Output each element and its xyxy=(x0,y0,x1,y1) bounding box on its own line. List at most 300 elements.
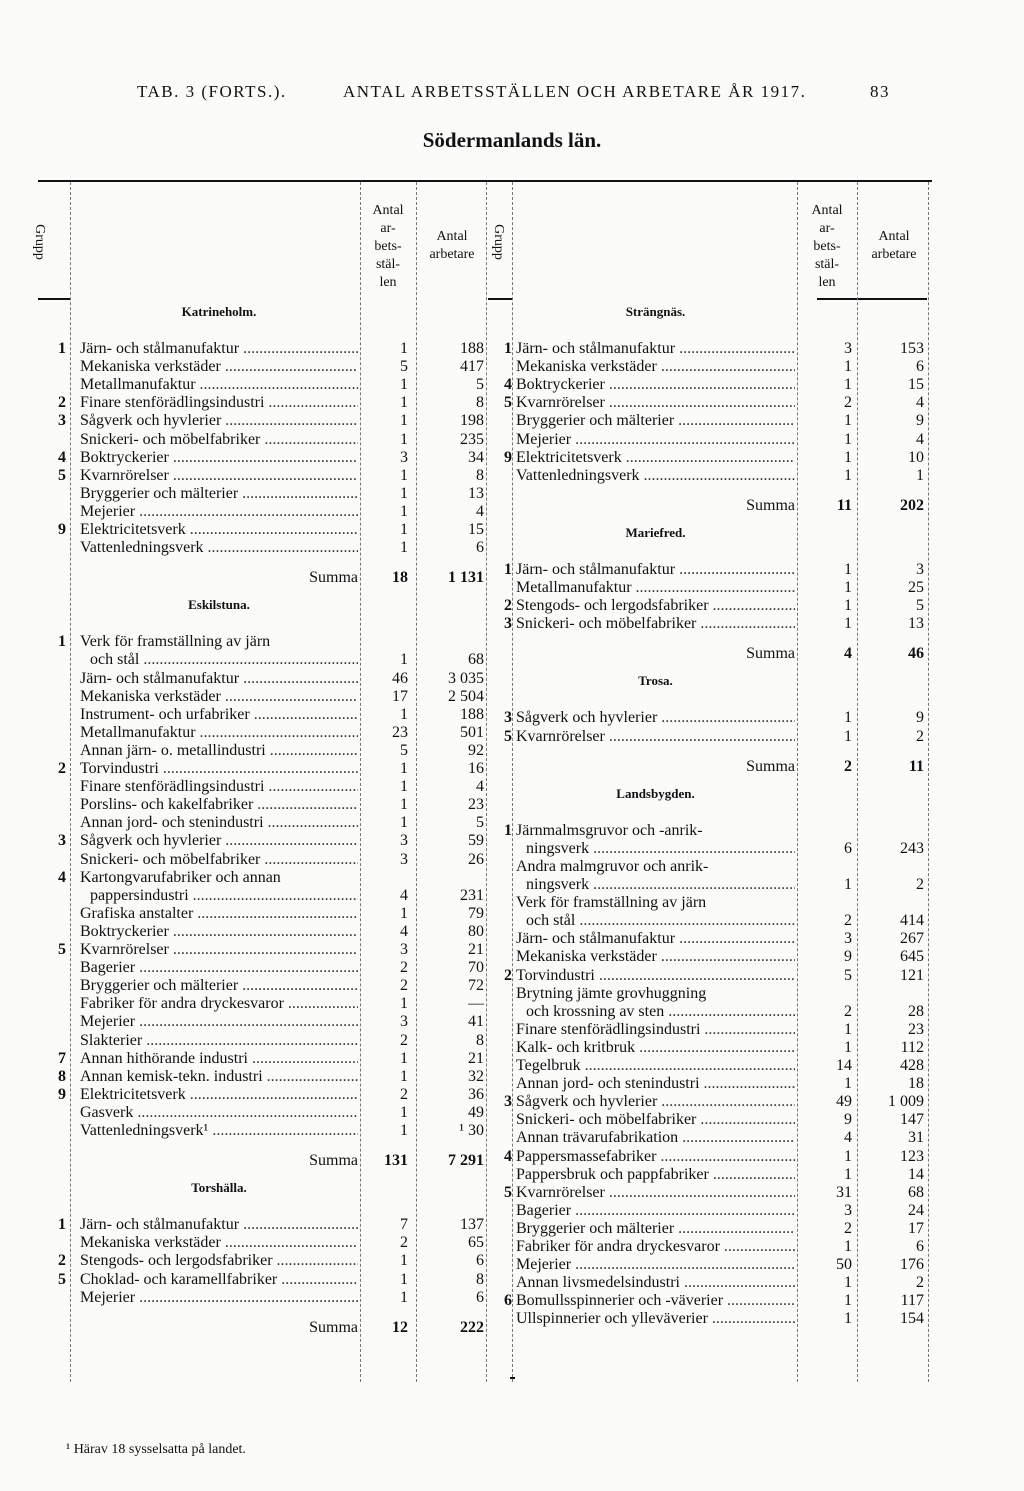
header-rule-left xyxy=(38,298,70,300)
industry-name-text: Mekaniska verkstäder xyxy=(80,1234,221,1252)
workers-value: 68 xyxy=(468,651,484,669)
industry-name-text: Ullspinnerier och ylleväverier xyxy=(516,1310,708,1328)
industry-name-text: Summa xyxy=(309,1318,358,1336)
workers-value: 26 xyxy=(468,850,484,868)
industry-name xyxy=(80,1086,358,1104)
industry-name-text: Mejerier xyxy=(516,430,572,448)
workplaces-value: 1 xyxy=(400,1103,408,1121)
workers-value: 5 xyxy=(916,597,924,615)
workplaces-value: 2 xyxy=(400,1234,408,1252)
industry-name-text: Mejerier xyxy=(80,1013,136,1031)
industry-name-text: Summa xyxy=(746,645,795,663)
workers-value: 2 xyxy=(916,1274,924,1292)
industry-name xyxy=(526,1003,795,1021)
industry-name-text: Bomullsspinnerier och -väverier xyxy=(516,1292,724,1310)
industry-name xyxy=(80,1289,358,1307)
workers-value: 188 xyxy=(460,705,484,723)
workplaces-value: 1 xyxy=(400,430,408,448)
workplaces-value: 1 xyxy=(844,560,852,578)
table-number: TAB. 3 (FORTS.). xyxy=(137,82,287,101)
workplaces-value: 49 xyxy=(836,1093,852,1111)
industry-name xyxy=(516,467,795,485)
industry-name xyxy=(516,1238,795,1256)
workers-value: 6 xyxy=(476,539,484,557)
workers-value: 21 xyxy=(468,1049,484,1067)
industry-name xyxy=(516,948,795,966)
group-number: 1 xyxy=(504,340,512,357)
workplaces-value: 3 xyxy=(400,832,408,850)
industry-name-text: Metallmanufaktur xyxy=(516,579,632,596)
workplaces-value: 2 xyxy=(844,912,852,930)
industry-name xyxy=(516,1274,795,1292)
industry-name-text: Summa xyxy=(746,757,795,775)
workers-value: 235 xyxy=(460,430,484,448)
industry-name-text: Järn- och stålmanufaktur xyxy=(80,669,240,687)
workers-value: 137 xyxy=(460,1216,484,1234)
industry-name-text: och stål xyxy=(526,912,576,930)
industry-name-text: Mekaniska verkstäder xyxy=(80,358,221,376)
industry-name xyxy=(516,394,795,412)
workers-value: 154 xyxy=(900,1310,924,1328)
industry-name xyxy=(80,1252,358,1270)
group-number: 5 xyxy=(58,1270,66,1288)
industry-name xyxy=(516,1093,795,1111)
header-line: ar- xyxy=(819,221,835,236)
summa-label xyxy=(80,1152,358,1170)
workplaces-value: 1 xyxy=(844,1238,852,1255)
workers-value: 2 xyxy=(916,727,924,745)
workers-value: 34 xyxy=(468,448,484,466)
industry-name xyxy=(80,995,358,1013)
group-number: 3 xyxy=(58,832,66,850)
industry-name xyxy=(80,1234,358,1252)
group-number: 5 xyxy=(504,1183,512,1201)
workers-value: 10 xyxy=(908,448,924,466)
industry-name-text: Summa xyxy=(746,496,795,514)
group-number: 5 xyxy=(504,394,512,412)
industry-name-text: Instrument- och urfabriker xyxy=(80,705,250,723)
workplaces-value: 3 xyxy=(844,930,852,948)
group-number: 6 xyxy=(504,1292,512,1310)
workplaces-value: 1 xyxy=(400,1049,408,1067)
workers-value: 3 035 xyxy=(448,669,484,687)
page-header xyxy=(0,82,1024,112)
industry-name-text: Sågverk och hyvlerier xyxy=(516,709,658,727)
industry-name-text: Choklad- och karamellfabriker xyxy=(80,1270,278,1288)
industry-name-text: Annan livsmedelsindustri xyxy=(516,1274,680,1292)
industry-name xyxy=(80,977,358,995)
workplaces-value: 1 xyxy=(844,1310,852,1328)
industry-name-text: Mejerier xyxy=(80,502,136,520)
workers-value: 4 xyxy=(916,430,924,448)
industry-name xyxy=(80,467,358,485)
industry-name-text: pappersindustri xyxy=(90,886,189,904)
industry-name xyxy=(80,760,358,778)
industry-name-text: Elektricitetsverk xyxy=(516,448,622,466)
workplaces-value: 1 xyxy=(844,615,852,633)
workplaces-value: 1 xyxy=(844,1292,852,1310)
industry-name-text: Mejerier xyxy=(516,1256,572,1274)
workers-value: 123 xyxy=(900,1147,924,1165)
workers-value: 70 xyxy=(468,959,484,977)
workplaces-value: 1 xyxy=(844,430,852,448)
industry-name-text: Annan kemisk-tekn. industri xyxy=(80,1067,263,1085)
industry-name-text: Boktryckerier xyxy=(80,448,169,466)
workers-value: 231 xyxy=(460,886,484,904)
workplaces-value: 3 xyxy=(844,340,852,357)
workers-value: 1 009 xyxy=(888,1093,924,1111)
workplaces-value: 5 xyxy=(400,358,408,376)
industry-name-text: Kartongvarufabriker och annan xyxy=(80,868,281,886)
industry-name xyxy=(80,959,358,977)
industry-name-text: Torvindustri xyxy=(80,760,159,777)
industry-name xyxy=(516,431,795,449)
workers-value: 2 xyxy=(916,876,924,893)
section-heading: Landsbygden. xyxy=(616,785,695,801)
industry-name xyxy=(80,503,358,521)
workers-value: 222 xyxy=(460,1318,484,1336)
industry-name-text: Vattenledningsverk xyxy=(516,466,640,484)
group-number: 5 xyxy=(504,727,512,745)
workers-value: 9 xyxy=(916,709,924,727)
workplaces-value: 3 xyxy=(400,448,408,466)
group-number: 2 xyxy=(58,760,66,777)
industry-name xyxy=(516,615,795,633)
workplaces-value: 3 xyxy=(400,941,408,958)
industry-name-text: Järn- och stålmanufaktur xyxy=(516,340,676,357)
workplaces-value: 1 xyxy=(400,904,408,922)
header-line: Antal xyxy=(372,203,404,218)
summa-label xyxy=(80,569,358,587)
workers-value: 16 xyxy=(468,760,484,777)
industry-name-text: Annan jord- och stenindustri xyxy=(516,1075,700,1093)
industry-name-text: Bryggerier och mälterier xyxy=(80,977,239,995)
industry-name xyxy=(80,742,358,760)
header-rule-mid xyxy=(488,298,512,300)
industry-name xyxy=(80,796,358,814)
workplaces-value: 1 xyxy=(844,1020,852,1038)
industry-name-text: Bagerier xyxy=(516,1201,572,1219)
industry-name-text: Kvarnrörelser xyxy=(80,466,169,484)
workers-value: 267 xyxy=(900,930,924,948)
industry-name xyxy=(516,1057,795,1075)
industry-name xyxy=(80,869,358,887)
workers-value: 1 xyxy=(916,466,924,484)
workplaces-value: 3 xyxy=(400,850,408,868)
column-divider xyxy=(416,182,417,1382)
workplaces-value: 1 xyxy=(844,727,852,745)
group-number: 1 xyxy=(58,1216,66,1234)
group-number: 3 xyxy=(58,412,66,430)
industry-name xyxy=(516,358,795,376)
industry-name-text: Pappersbruk och pappfabriker xyxy=(516,1165,709,1183)
summa-label xyxy=(516,497,795,515)
industry-name-text: Snickeri- och möbelfabriker xyxy=(516,1111,697,1129)
industry-name xyxy=(80,394,358,412)
workplaces-value: 1 xyxy=(400,1252,408,1270)
industry-name-text: Snickeri- och möbelfabriker xyxy=(80,430,261,448)
industry-name-text: Tegelbruk xyxy=(516,1057,581,1074)
group-number: 5 xyxy=(58,941,66,958)
header-line: ar- xyxy=(380,221,396,236)
industry-name xyxy=(80,923,358,941)
group-number: 2 xyxy=(58,1252,66,1270)
workers-value: 2 504 xyxy=(448,687,484,705)
workplaces-value: 1 xyxy=(844,876,852,893)
industry-name xyxy=(80,1050,358,1068)
workers-column-header: Antal arbetare xyxy=(429,229,475,262)
header-line: len xyxy=(818,275,836,290)
industry-name xyxy=(80,1122,358,1140)
group-number: 8 xyxy=(58,1067,66,1085)
workers-value: 65 xyxy=(468,1234,484,1252)
industry-name xyxy=(80,412,358,430)
industry-name xyxy=(516,1129,795,1147)
industry-name-text: Stengods- och lergodsfabriker xyxy=(80,1252,273,1270)
column-divider xyxy=(928,182,929,1382)
workplaces-value: 1 xyxy=(400,796,408,814)
industry-name-text: ningsverk xyxy=(526,876,590,893)
industry-name-text: Slakterier xyxy=(80,1031,143,1049)
industry-name-text: Fabriker för andra dryckesvaror xyxy=(80,995,284,1013)
workplaces-value: 1 xyxy=(844,1038,852,1056)
group-number: 2 xyxy=(504,597,512,615)
industry-name xyxy=(80,851,358,869)
workplaces-value: 1 xyxy=(400,412,408,430)
industry-name xyxy=(516,376,795,394)
industry-name xyxy=(516,561,795,579)
workplaces-value: 3 xyxy=(400,1013,408,1031)
industry-name-text: Fabriker för andra dryckesvaror xyxy=(516,1238,720,1255)
workers-value: 6 xyxy=(916,358,924,376)
industry-name xyxy=(80,1068,358,1086)
industry-name-text: Vattenledningsverk¹ xyxy=(80,1122,209,1139)
workplaces-value: 1 xyxy=(844,466,852,484)
industry-name xyxy=(516,1166,795,1184)
workers-value: 17 xyxy=(908,1219,924,1237)
industry-name-text: Kvarnrörelser xyxy=(516,1183,605,1201)
table-title: ANTAL ARBETSSTÄLLEN OCH ARBETARE ÅR 1917. xyxy=(343,82,807,101)
workplaces-value: 1 xyxy=(400,1122,408,1139)
workers-value: 79 xyxy=(468,904,484,922)
workplaces-value: 14 xyxy=(836,1057,852,1074)
workplaces-value: 18 xyxy=(392,569,408,587)
industry-name xyxy=(80,688,358,706)
industry-name xyxy=(516,579,795,597)
workers-value: 25 xyxy=(908,579,924,596)
industry-name xyxy=(80,633,358,651)
workplaces-value: 2 xyxy=(844,394,852,412)
workplaces-value: 12 xyxy=(392,1318,408,1336)
workplaces-value: 31 xyxy=(836,1183,852,1201)
group-number: 9 xyxy=(58,521,66,538)
workplaces-value: 1 xyxy=(400,778,408,796)
industry-name xyxy=(516,1021,795,1039)
industry-name-text: Järn- och stålmanufaktur xyxy=(516,560,676,578)
industry-name xyxy=(526,876,795,894)
column-divider xyxy=(70,182,71,1382)
section-heading: Eskilstuna. xyxy=(188,597,250,613)
group-number: 1 xyxy=(58,340,66,357)
industry-name xyxy=(80,1013,358,1031)
workplaces-value: 6 xyxy=(844,839,852,857)
group-number: 4 xyxy=(58,868,66,886)
workers-value: 198 xyxy=(460,412,484,430)
industry-name xyxy=(516,1202,795,1220)
workplaces-value: 1 xyxy=(844,1147,852,1165)
workplaces-value: 131 xyxy=(384,1152,408,1170)
workplaces-value: 11 xyxy=(836,496,852,514)
industry-name xyxy=(516,985,795,1003)
section-heading: Strängnäs. xyxy=(625,304,686,319)
column-divider xyxy=(360,182,361,1382)
industry-name xyxy=(80,724,358,742)
group-number: 4 xyxy=(58,448,66,466)
industry-name-text: Järn- och stålmanufaktur xyxy=(516,930,676,948)
workers-value: 5 xyxy=(476,376,484,394)
workplaces-value: 1 xyxy=(400,1067,408,1085)
workers-value: 11 xyxy=(908,757,924,775)
industry-name xyxy=(80,1216,358,1234)
industry-name-text: Järnmalmsgruvor och -anrik- xyxy=(516,821,703,839)
workplaces-value: 23 xyxy=(392,723,408,741)
workplaces-value: 1 xyxy=(844,1165,852,1183)
workplaces-value: 1 xyxy=(844,376,852,394)
industry-name-text: Kvarnrörelser xyxy=(516,394,605,412)
industry-name-text: Kalk- och kritbruk xyxy=(516,1038,636,1056)
industry-name-text: Järn- och stålmanufaktur xyxy=(80,340,240,357)
industry-name xyxy=(80,941,358,959)
workplaces-value: 1 xyxy=(844,579,852,596)
industry-name xyxy=(516,728,795,746)
industry-name-text: Metallmanufaktur xyxy=(80,376,196,394)
group-number: 9 xyxy=(504,448,512,466)
industry-name-text: Annan hithörande industri xyxy=(80,1049,248,1067)
workers-value: 15 xyxy=(908,376,924,394)
workers-value: 6 xyxy=(916,1238,924,1255)
workers-value: 72 xyxy=(468,977,484,995)
workplaces-value: 1 xyxy=(400,760,408,777)
industry-name-text: Snickeri- och möbelfabriker xyxy=(516,615,697,633)
workplaces-value: 1 xyxy=(844,358,852,376)
column-divider xyxy=(512,182,513,1382)
workplaces-value: 4 xyxy=(844,645,852,663)
workplaces-value: 46 xyxy=(392,669,408,687)
industry-name-text: Annan jord- och stenindustri xyxy=(80,814,264,832)
industry-name-text: Brytning jämte grovhuggning xyxy=(516,984,707,1002)
workplaces-value: 1 xyxy=(400,340,408,357)
industry-name xyxy=(516,1075,795,1093)
industry-name-text: Elektricitetsverk xyxy=(80,1085,186,1103)
section-heading: Torshälla. xyxy=(191,1180,247,1196)
workplaces-value: 50 xyxy=(836,1256,852,1274)
workplaces-value: 7 xyxy=(400,1216,408,1234)
industry-name xyxy=(80,376,358,394)
industry-name xyxy=(80,358,358,376)
group-number: 3 xyxy=(504,1093,512,1111)
workplaces-value: 1 xyxy=(844,597,852,615)
industry-name xyxy=(516,1039,795,1057)
industry-name-text: Elektricitetsverk xyxy=(80,521,186,538)
group-number: 2 xyxy=(504,966,512,984)
industry-name xyxy=(526,912,795,930)
workplaces-value: 1 xyxy=(844,1274,852,1292)
workplaces-value: 1 xyxy=(400,484,408,502)
workers-value: 6 xyxy=(476,1252,484,1270)
workers-value: 147 xyxy=(900,1111,924,1129)
industry-name-text: Pappersmassefabriker xyxy=(516,1147,657,1165)
industry-name xyxy=(80,449,358,467)
industry-name-text: Porslins- och kakelfabriker xyxy=(80,796,254,814)
workers-value: 1 131 xyxy=(448,569,484,587)
industry-name xyxy=(526,840,795,858)
industry-name xyxy=(80,706,358,724)
workers-value: 501 xyxy=(460,723,484,741)
workers-value: 417 xyxy=(460,358,484,376)
workers-value: 46 xyxy=(908,645,924,663)
industry-name xyxy=(516,597,795,615)
workplaces-value: 1 xyxy=(400,376,408,394)
workplaces-value: 17 xyxy=(392,687,408,705)
workplaces-value: 1 xyxy=(400,1288,408,1306)
workplaces-value: 1 xyxy=(844,412,852,430)
header-line: stäl- xyxy=(814,257,840,272)
industry-name xyxy=(80,832,358,850)
workplaces-value: 1 xyxy=(400,466,408,484)
workers-value: 117 xyxy=(900,1292,924,1310)
section-heading: Mariefred. xyxy=(625,524,686,540)
industry-name-text: Mekaniska verkstäder xyxy=(80,687,221,705)
workplaces-value: 1 xyxy=(400,521,408,538)
summa-label xyxy=(516,645,795,663)
workplaces-value: 2 xyxy=(400,1085,408,1103)
workers-value: 9 xyxy=(916,412,924,430)
industry-name-text: Mekaniska verkstäder xyxy=(516,948,657,966)
industry-name xyxy=(80,521,358,539)
group-number: 4 xyxy=(504,1147,512,1165)
industry-name xyxy=(516,709,795,727)
workplaces-value: 1 xyxy=(844,709,852,727)
industry-name xyxy=(516,1148,795,1166)
industry-name-text: Mejerier xyxy=(80,1288,136,1306)
workplaces-value: 4 xyxy=(400,886,408,904)
industry-name xyxy=(516,1220,795,1238)
industry-name-text: Torvindustri xyxy=(516,966,595,984)
workers-value: 13 xyxy=(468,484,484,502)
group-column-header: Grupp xyxy=(32,224,47,260)
workplaces-value: 1 xyxy=(400,1270,408,1288)
workers-value: 8 xyxy=(476,1031,484,1049)
workplaces-value: 1 xyxy=(844,1075,852,1093)
workers-value: 14 xyxy=(908,1165,924,1183)
workplaces-value: 4 xyxy=(844,1129,852,1147)
group-number: 1 xyxy=(504,560,512,578)
industry-name xyxy=(80,778,358,796)
industry-name-text: Andra malmgruvor och anrik- xyxy=(516,857,709,875)
section-heading: Katrineholm. xyxy=(181,304,257,319)
industry-name-text: Sågverk och hyvlerier xyxy=(80,412,222,430)
industry-name-text: Verk för framställning av järn xyxy=(80,633,271,651)
industry-name-text: Järn- och stålmanufaktur xyxy=(80,1216,240,1234)
workers-value: 3 xyxy=(916,560,924,578)
industry-name-text: Finare stenförädlingsindustri xyxy=(80,394,265,412)
industry-name-text: Mekaniska verkstäder xyxy=(516,358,657,376)
industry-name-text: Vattenledningsverk xyxy=(80,539,204,557)
workers-value: 21 xyxy=(468,941,484,958)
industry-name xyxy=(516,967,795,985)
workplaces-value: 3 xyxy=(844,1201,852,1219)
workplaces-value: 2 xyxy=(400,959,408,977)
